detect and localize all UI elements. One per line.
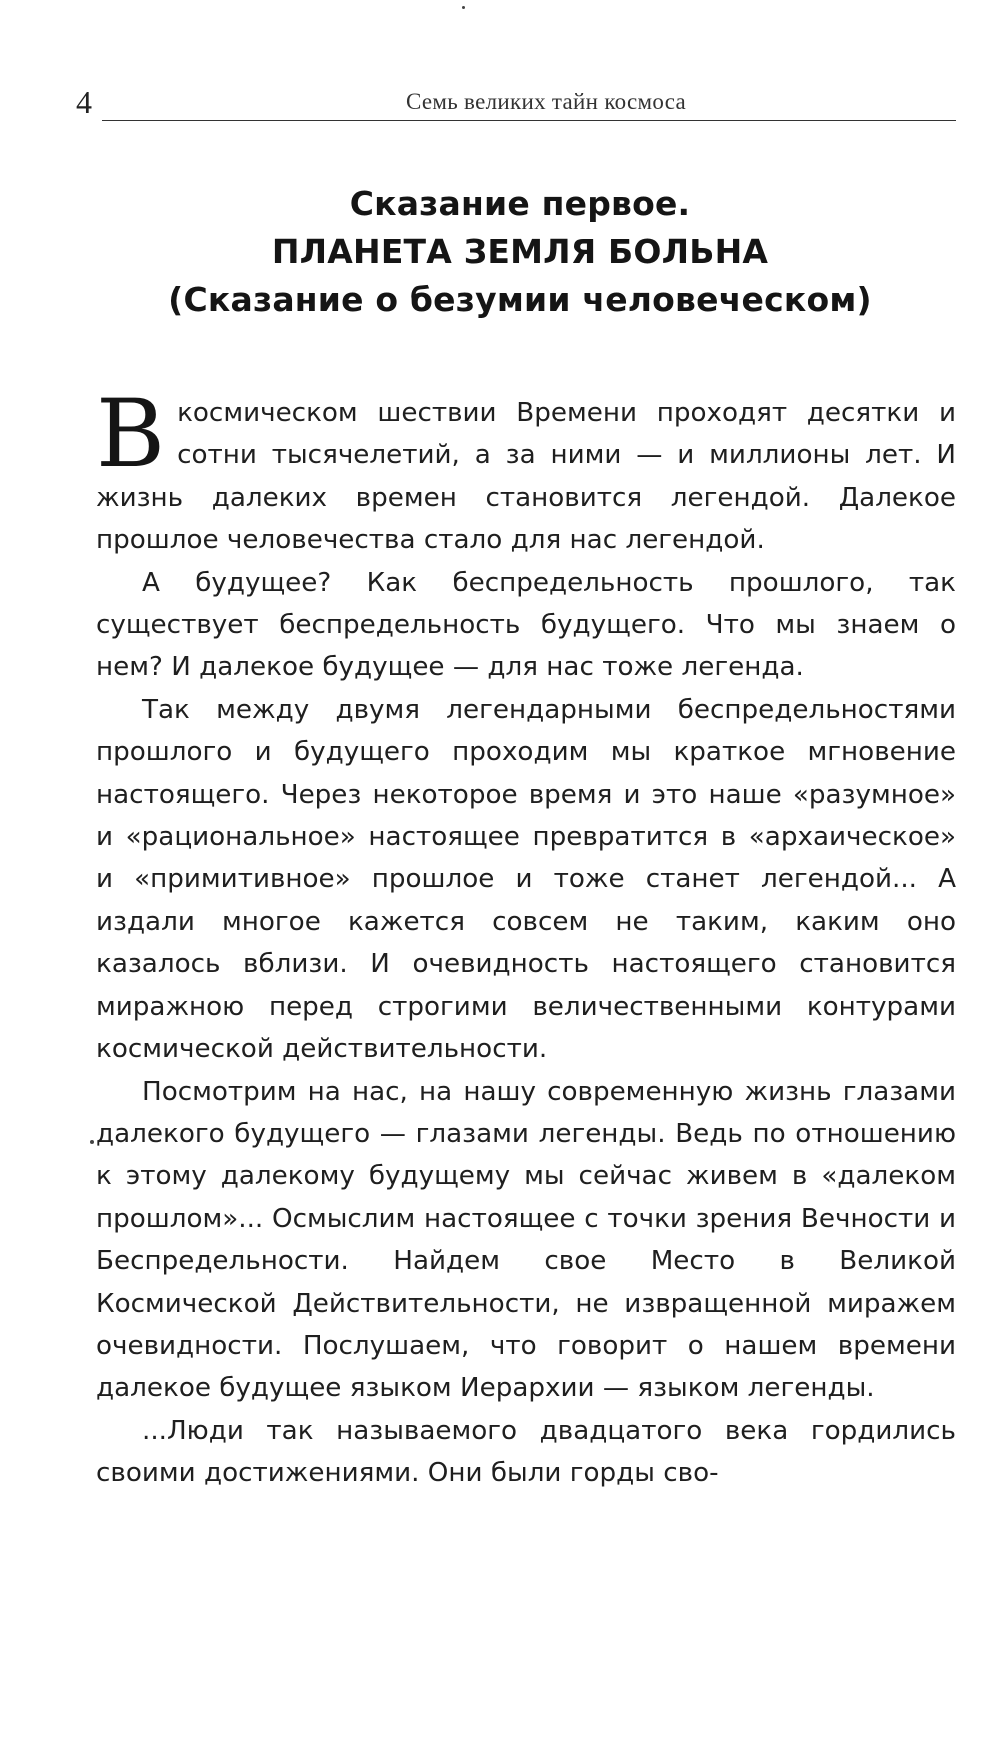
chapter-title-line-2: ПЛАНЕТА ЗЕМЛЯ БОЛЬНА	[271, 232, 769, 271]
paragraph-2: А будущее? Как беспредельность прошлого, так существует беспредельность будущего. Что мы знаем о нем? И далекое будущее — для нас тоже легенда.	[96, 567, 956, 683]
scan-speck	[90, 1140, 94, 1144]
paragraph-5: ...Люди так называемого двадцатого века гордились своими достижениями. Они были горды сво-	[96, 1415, 956, 1489]
paragraph-1	[96, 380, 956, 562]
header-rule	[102, 120, 956, 121]
page-header	[76, 84, 956, 124]
paragraph-4: Посмотрим на нас, на нашу современную жизнь глазами далекого будущего — глазами легенды. Ведь по отношению к этому далекому будущему мы сейчас живем в «далеком прошлом»... Осмыслим настоящее с точки зрения Вечности и Беспредельности. Найдем свое Место в Великой Космической Действительности, не извращенной миражем очевидности. Послушаем, что говорит о нашем времени далекое будущее языком Иерархии — языком легенды.	[96, 1076, 956, 1404]
chapter-subtitle: (Сказание о безумии человеческом)	[168, 280, 872, 319]
running-head: Семь великих тайн космоса	[405, 89, 687, 114]
chapter-title-line-1: Сказание первое.	[349, 184, 691, 223]
paragraph-1-text: космическом шествии Времени проходят десятки и сотни тысячелетий, а за ними — и миллионы лет. И жизнь далеких времен становится легендой. Далекое прошлое человечества стало для нас легендой.	[96, 398, 956, 556]
drop-cap: В	[96, 380, 166, 489]
body-text	[96, 380, 956, 1495]
paragraph-3: Так между двумя легендарными беспредельностями прошлого и будущего проходим мы краткое мгновение настоящего. Через некоторое время и это наше «разумное» и «рациональное» настоящее превратится в «архаическое» и «примитивное» прошлое и тоже станет легендой... А издали многое кажется совсем не таким, каким оно казалось вблизи. И очевидность настоящего становится миражною перед строгими величественными контурами космической действительности.	[96, 694, 956, 1065]
scan-speck	[462, 6, 465, 9]
chapter-title	[80, 180, 960, 324]
page-number: 4	[76, 84, 92, 120]
